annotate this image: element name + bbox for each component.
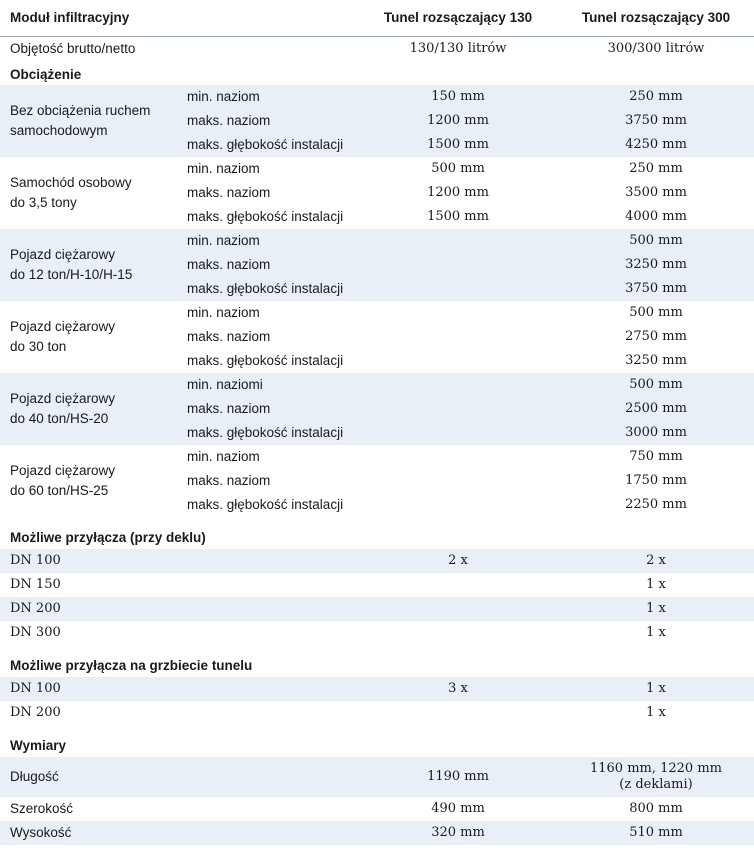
value-300: 4000 mm (625, 209, 687, 224)
value-130 (358, 325, 558, 349)
value-300: 1 x (646, 705, 666, 720)
value-300: 3750 mm (625, 113, 687, 128)
value-300: 500 mm (629, 233, 683, 248)
value-130 (358, 373, 558, 397)
value-130: 320 mm (431, 825, 485, 840)
header-tunnel-130: Tunel rozsączający 130 (383, 10, 533, 25)
header-tunnel-300: Tunel rozsączający 300 (581, 10, 731, 25)
load-group-label-line: do 40 ton/HS-20 (10, 411, 109, 426)
header-module: Moduł infiltracyjny (10, 10, 130, 25)
load-param-row (0, 493, 754, 517)
load-group (0, 85, 754, 157)
volume-row (0, 37, 754, 63)
dim-length-130: 1190 mm (427, 769, 489, 784)
value-130 (358, 445, 558, 469)
value-130 (358, 277, 558, 301)
value-130 (358, 573, 558, 597)
dim-row (0, 797, 754, 821)
load-group (0, 373, 754, 445)
load-param-row (0, 277, 754, 301)
load-group (0, 229, 754, 301)
param-label: maks. naziom (187, 473, 271, 488)
lid-connection-row (0, 597, 754, 621)
value-300: 500 mm (629, 305, 683, 320)
lid-connection-label: DN 100 (10, 553, 61, 568)
load-group-label-line: Pojazd ciężarowy (10, 463, 116, 478)
load-group-label-line: do 60 ton/HS-25 (10, 483, 109, 498)
load-param-row (0, 397, 754, 421)
load-group-label-line: Pojazd ciężarowy (10, 247, 116, 262)
value-130 (358, 349, 558, 373)
load-param-row (0, 373, 754, 397)
param-label: maks. głębokość instalacji (187, 209, 344, 224)
value-300: 510 mm (629, 825, 683, 840)
value-300: 3000 mm (625, 425, 687, 440)
param-label: maks. głębokość instalacji (187, 425, 344, 440)
param-label: maks. głębokość instalacji (187, 281, 344, 296)
value-300: 1 x (646, 625, 666, 640)
dim-label: Szerokość (10, 801, 74, 816)
param-label: min. naziomi (187, 377, 263, 392)
load-param-row (0, 445, 754, 469)
section-heading-ridge (0, 645, 754, 677)
load-param-row (0, 325, 754, 349)
load-group-label-line: samochodowym (10, 123, 108, 138)
param-label: maks. głębokość instalacji (187, 497, 344, 512)
ridge-connection-label: DN 100 (10, 681, 61, 696)
param-label: maks. naziom (187, 185, 271, 200)
value-300: 4250 mm (625, 137, 687, 152)
value-130 (358, 397, 558, 421)
load-group-label-line: do 12 ton/H-10/H-15 (10, 267, 133, 282)
param-label: maks. naziom (187, 401, 271, 416)
lid-rows (0, 549, 754, 645)
value-130 (358, 469, 558, 493)
load-group-label-line: Pojazd ciężarowy (10, 391, 116, 406)
value-130: 3 x (448, 681, 468, 696)
load-param-row (0, 133, 754, 157)
dim-length-row (0, 757, 754, 797)
section-heading-dims (0, 725, 754, 757)
value-300: 1 x (646, 601, 666, 616)
param-label: maks. głębokość instalacji (187, 137, 344, 152)
value-130: 1500 mm (427, 209, 489, 224)
volume-130: 130/130 litrów (409, 41, 507, 56)
section-title: Możliwe przyłącza (przy deklu) (10, 530, 206, 545)
param-label: min. naziom (187, 449, 260, 464)
param-label: maks. naziom (187, 113, 271, 128)
load-group-label-line: Bez obciążenia ruchem (10, 103, 151, 118)
value-130: 2 x (448, 553, 468, 568)
lid-connection-row (0, 573, 754, 597)
ridge-connection-label: DN 200 (10, 705, 61, 720)
value-300: 3250 mm (625, 353, 687, 368)
value-300: 3500 mm (625, 185, 687, 200)
load-param-row (0, 469, 754, 493)
value-130 (358, 301, 558, 325)
load-param-row (0, 349, 754, 373)
dim-length-300-line1: 1160 mm, 1220 mm (589, 761, 722, 776)
value-300: 800 mm (629, 801, 683, 816)
value-130 (358, 253, 558, 277)
table-header (0, 0, 754, 37)
load-group-label-line: Pojazd ciężarowy (10, 319, 116, 334)
param-label: maks. naziom (187, 257, 271, 272)
load-group-label-line: Samochód osobowy (10, 175, 132, 190)
dim-length-300-line2: (z deklami) (619, 777, 693, 792)
load-param-row (0, 229, 754, 253)
param-label: min. naziom (187, 161, 260, 176)
value-130: 500 mm (431, 161, 485, 176)
value-130: 490 mm (431, 801, 485, 816)
value-300: 250 mm (629, 89, 683, 104)
value-300: 2750 mm (625, 329, 687, 344)
load-param-row (0, 85, 754, 109)
dim-label: Wysokość (10, 825, 72, 840)
lid-connection-label: DN 150 (10, 577, 61, 592)
value-130: 150 mm (431, 89, 485, 104)
section-title: Możliwe przyłącza na grzbiecie tunelu (10, 658, 253, 673)
value-300: 2250 mm (625, 497, 687, 512)
value-300: 1750 mm (625, 473, 687, 488)
value-300: 2500 mm (625, 401, 687, 416)
ridge-connection-row (0, 677, 754, 701)
volume-label: Objętość brutto/netto (10, 41, 136, 56)
value-300: 250 mm (629, 161, 683, 176)
param-label: min. naziom (187, 89, 260, 104)
lid-connection-row (0, 549, 754, 573)
value-300: 3750 mm (625, 281, 687, 296)
ridge-rows (0, 677, 754, 725)
section-title: Obciążenie (10, 67, 82, 82)
section-heading-load (0, 63, 754, 85)
volume-300: 300/300 litrów (607, 41, 705, 56)
load-group-label-line: do 3,5 tony (10, 195, 77, 210)
param-label: min. naziom (187, 305, 260, 320)
value-300: 750 mm (629, 449, 683, 464)
load-group-label-line: do 30 ton (10, 339, 67, 354)
section-title: Wymiary (10, 738, 67, 753)
value-130: 1200 mm (427, 113, 489, 128)
load-group (0, 157, 754, 229)
dim-row (0, 821, 754, 845)
lid-connection-label: DN 300 (10, 625, 61, 640)
section-heading-lid (0, 517, 754, 549)
load-param-row (0, 157, 754, 181)
load-groups (0, 85, 754, 517)
value-130 (358, 229, 558, 253)
value-130 (358, 621, 558, 645)
value-130 (358, 701, 558, 725)
param-label: min. naziom (187, 233, 260, 248)
value-300: 1 x (646, 681, 666, 696)
value-300: 500 mm (629, 377, 683, 392)
load-param-row (0, 109, 754, 133)
load-param-row (0, 301, 754, 325)
lid-connection-row (0, 621, 754, 645)
load-param-row (0, 253, 754, 277)
param-label: maks. naziom (187, 329, 271, 344)
value-130: 1500 mm (427, 137, 489, 152)
load-param-row (0, 421, 754, 445)
value-130 (358, 597, 558, 621)
load-param-row (0, 181, 754, 205)
lid-connection-label: DN 200 (10, 601, 61, 616)
load-group (0, 445, 754, 517)
load-param-row (0, 205, 754, 229)
value-300: 2 x (646, 553, 666, 568)
param-label: maks. głębokość instalacji (187, 353, 344, 368)
value-300: 3250 mm (625, 257, 687, 272)
value-130 (358, 421, 558, 445)
value-130: 1200 mm (427, 185, 489, 200)
dim-label: Długość (10, 769, 59, 784)
load-group (0, 301, 754, 373)
dim-length-300 (558, 757, 754, 797)
ridge-connection-row (0, 701, 754, 725)
value-300: 1 x (646, 577, 666, 592)
value-130 (358, 493, 558, 517)
dim-rows (0, 797, 754, 845)
